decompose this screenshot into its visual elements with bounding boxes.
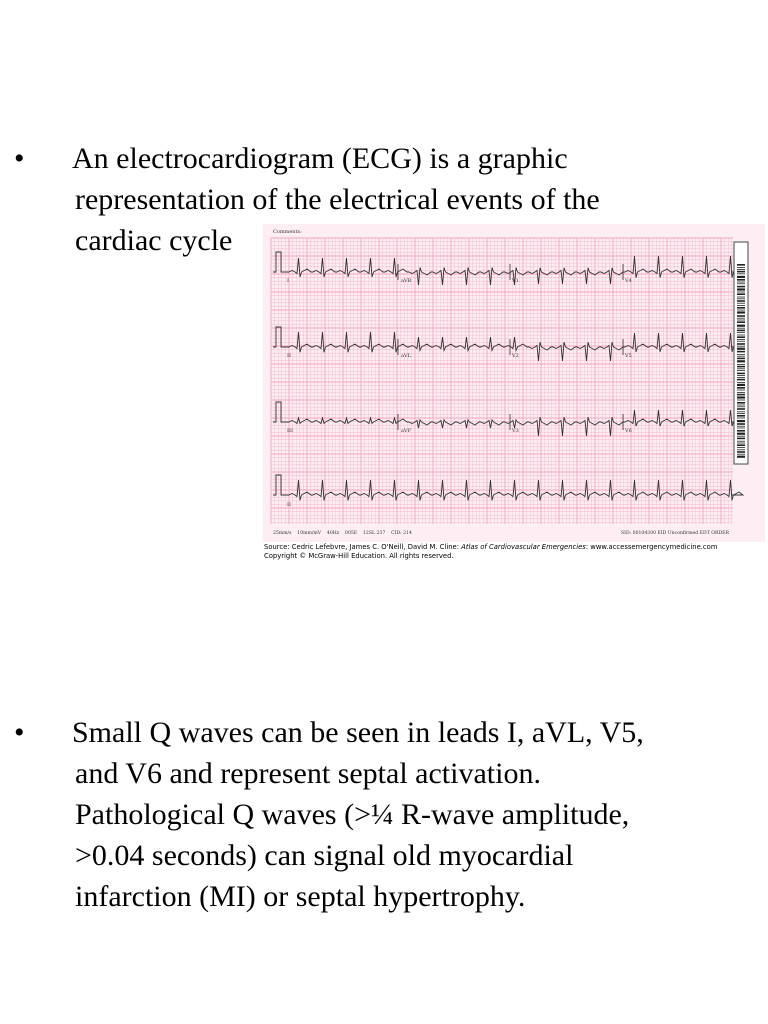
bullet-line: cardiac cycle <box>75 224 233 257</box>
bullet-line: and V6 and represent septal activation. <box>75 757 541 790</box>
barcode-bar <box>737 370 745 371</box>
barcode-bar <box>737 298 745 299</box>
barcode-bar <box>737 441 745 442</box>
barcode-bar <box>737 379 745 381</box>
barcode-bar <box>737 321 745 323</box>
barcode-bar <box>737 375 745 376</box>
ecg-footer-left: 25mm/s 10mm/mV 40Hz 005E 12SL 237 CID: 214 <box>273 531 412 536</box>
barcode-bar <box>737 288 745 290</box>
barcode-bar <box>737 436 745 437</box>
barcode-bar <box>737 406 745 407</box>
lead-label-III: III <box>287 428 293 434</box>
barcode-bar <box>737 332 745 333</box>
barcode-bar <box>737 336 745 338</box>
barcode-bar <box>737 310 745 311</box>
lead-label-II: II <box>287 353 291 359</box>
ecg-footer-right: SID: 00104300 EID Unconfirmed EDT ORDER <box>621 531 729 536</box>
barcode-bar <box>737 267 745 268</box>
barcode-bar <box>737 360 745 362</box>
barcode-bar <box>737 264 745 266</box>
lead-label-V2: V2 <box>512 353 519 359</box>
barcode-bar <box>737 415 745 417</box>
barcode-bar <box>737 364 745 365</box>
ecg-strip <box>263 224 765 542</box>
barcode-bar <box>737 377 745 378</box>
barcode-bar <box>737 454 745 455</box>
barcode-bar <box>737 343 745 345</box>
barcode-bar <box>737 292 745 293</box>
barcode-bar <box>737 400 745 401</box>
caption-copyright: Copyright © McGraw-Hill Education. All rights reserved. <box>264 552 454 560</box>
barcode-bar <box>737 351 745 353</box>
bullet-marker: • <box>14 716 25 749</box>
barcode-bar <box>737 433 745 435</box>
barcode-bar <box>737 426 745 427</box>
barcode-bar <box>737 384 745 386</box>
ecg-figure <box>263 224 765 542</box>
barcode-bar <box>737 358 745 360</box>
barcode-bar <box>737 420 745 422</box>
barcode-bar <box>737 293 745 295</box>
barcode-bar <box>737 269 745 270</box>
barcode-bar <box>737 282 745 283</box>
barcode-bar <box>737 382 745 383</box>
caption-source-suffix: : www.accessemergencymedicine.com <box>585 543 718 551</box>
barcode-bar <box>737 339 745 340</box>
barcode-bar <box>737 405 745 406</box>
lead-label-V6: V6 <box>625 428 632 434</box>
barcode-bar <box>737 423 745 425</box>
barcode-bar <box>737 303 745 304</box>
bullet-marker: • <box>14 142 25 175</box>
lead-label-V1: V1 <box>512 278 519 284</box>
barcode-bar <box>737 428 745 429</box>
caption-source-prefix: Source: Cedric Lefebvre, James C. O'Neill, David M. Cline: <box>264 543 462 551</box>
bullet-line: representation of the electrical events of the <box>75 183 600 216</box>
barcode-bar <box>737 368 745 369</box>
barcode-bar <box>737 318 745 319</box>
barcode-bar <box>737 396 745 398</box>
lead-label-aVR: aVR <box>401 278 412 284</box>
barcode-bar <box>737 390 745 391</box>
barcode-bar <box>737 447 745 448</box>
bullet-text: Small Q waves can be seen in leads I, aVL, V5, <box>72 716 644 749</box>
lead-label-aVL: aVL <box>401 353 411 359</box>
bullet-line: >0.04 seconds) can signal old myocardial <box>75 839 574 872</box>
barcode-bar <box>737 273 745 274</box>
barcode-bar <box>737 449 745 450</box>
barcode-bar <box>737 418 745 419</box>
lead-label-V3: V3 <box>512 428 519 434</box>
barcode-bar <box>737 346 745 347</box>
barcode-bar <box>737 443 745 444</box>
barcode-bar <box>737 402 745 404</box>
bullet-line <box>14 712 644 753</box>
barcode-bar <box>737 451 745 453</box>
barcode-bar <box>737 392 745 393</box>
barcode-bar <box>737 341 745 342</box>
barcode-bar <box>737 373 745 375</box>
barcode-bar <box>737 305 745 306</box>
barcode-bar <box>737 276 745 278</box>
lead-label-aVF: aVF <box>401 428 412 434</box>
barcode-bar <box>737 330 745 332</box>
barcode-bar <box>737 286 745 288</box>
barcode-bar <box>737 444 745 446</box>
barcode-bar <box>737 325 745 327</box>
lead-label-rhythm-II: II <box>287 502 291 508</box>
barcode-bar <box>737 348 745 350</box>
barcode-bar <box>737 354 745 355</box>
barcode-bar <box>737 283 745 284</box>
lead-label-V5: V5 <box>625 353 632 359</box>
caption-source <box>264 543 764 552</box>
barcode-bar <box>737 307 745 309</box>
bullet-line: infarction (MI) or septal hypertrophy. <box>75 880 526 913</box>
caption-source-title: Atlas of Cardiovascular Emergencies <box>461 543 586 551</box>
barcode-bar <box>737 279 745 281</box>
barcode-bar <box>737 413 745 414</box>
barcode-bar <box>737 408 745 410</box>
barcode-bar <box>737 411 745 412</box>
bullet-text: An electrocardiogram (ECG) is a graphic <box>72 142 568 175</box>
bullet-line: Pathological Q waves (>¼ R-wave amplitude, <box>75 798 630 831</box>
bullet-q-waves <box>14 712 644 917</box>
barcode-bar <box>737 394 745 396</box>
figure-caption <box>264 543 764 561</box>
barcode-bar <box>737 356 745 357</box>
barcode-bar <box>737 311 745 313</box>
barcode-bar <box>737 387 745 389</box>
lead-label-V4: V4 <box>625 278 632 284</box>
barcode-bar <box>737 335 745 336</box>
ecg-header-label: Comments: <box>273 229 302 235</box>
barcode-bar <box>737 297 745 298</box>
barcode-bar <box>737 430 745 432</box>
barcode-bar <box>737 366 745 368</box>
barcode-bar <box>737 271 745 273</box>
barcode-bar <box>737 320 745 321</box>
bullet-line <box>14 138 600 179</box>
barcode-bar <box>737 328 745 329</box>
barcode-bar <box>737 300 745 302</box>
lead-label-I: I <box>287 278 289 284</box>
barcode-bar <box>737 438 745 440</box>
barcode-bar <box>737 315 745 317</box>
barcode-bar <box>737 456 745 458</box>
